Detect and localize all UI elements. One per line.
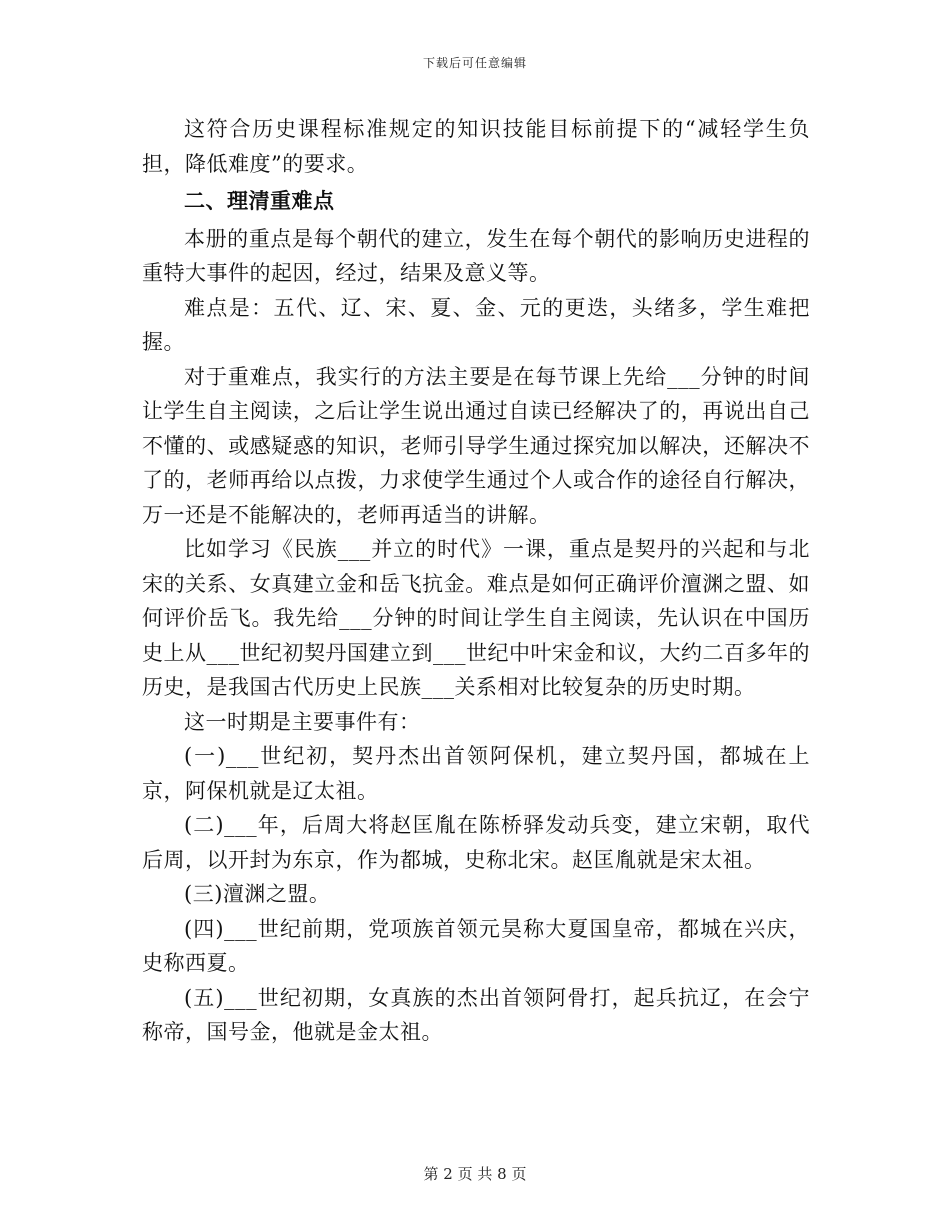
list-item-1: (一)___世纪初，契丹杰出首领阿保机，建立契丹国，都城在上京，阿保机就是辽太祖。: [142, 744, 810, 803]
list-item-5: (五)___世纪初期，女真族的杰出首领阿骨打，起兵抗辽，在会宁称帝，国号金，他就是金太祖。: [142, 985, 810, 1044]
paragraph-1: 这符合历史课程标准规定的知识技能目标前提下的“减轻学生负担，降低难度”的要求。: [142, 117, 810, 176]
section-heading: 二、理清重难点: [184, 188, 335, 213]
page-number: 第 2 页 共 8 页: [423, 1165, 527, 1183]
paragraph-4: 对于重难点，我实行的方法主要是在每节课上先给___分钟的时间让学生自主阅读，之后让学生说出通过自读已经解决了的，再说出自己不懂的、或感疑惑的知识，老师引导学生通过探究加以解决，还解决不了的，老师再给以点拨，力求使学生通过个人或合作的途径自行解决，万一还是不能解决的，老师再适当的讲解。: [142, 364, 810, 527]
paragraph-5: 比如学习《民族___并立的时代》一课，重点是契丹的兴起和与北宋的关系、女真建立金和岳飞抗金。难点是如何正确评价澶渊之盟、如何评价岳飞。我先给___分钟的时间让学生自主阅读，先认识在中国历史上从___世纪初契丹国建立到___世纪中叶宋金和议，大约二百多年的历史，是我国古代历史上民族___关系相对比较复杂的历史时期。: [142, 537, 810, 699]
paragraph-6: 这一时期是主要事件有：: [184, 709, 421, 734]
list-item-2: (二)___年，后周大将赵匡胤在陈桥驿发动兵变，建立宋朝，取代后周，以开封为东京，作为都城，史称北宋。赵匡胤就是宋太祖。: [142, 813, 810, 872]
paragraph-2: 本册的重点是每个朝代的建立，发生在每个朝代的影响历史进程的重特大事件的起因，经过，结果及意义等。: [142, 226, 810, 285]
paragraph-3: 难点是：五代、辽、宋、夏、金、元的更迭，头绪多，学生难把握。: [142, 295, 810, 354]
page-header: 下载后可任意编辑: [422, 56, 527, 70]
list-item-3: (三)澶渊之盟。: [184, 882, 331, 906]
document-body: [142, 112, 810, 1050]
list-item-4: (四)___世纪前期，党项族首领元昊称大夏国皇帝，都城在兴庆，史称西夏。: [142, 916, 810, 975]
